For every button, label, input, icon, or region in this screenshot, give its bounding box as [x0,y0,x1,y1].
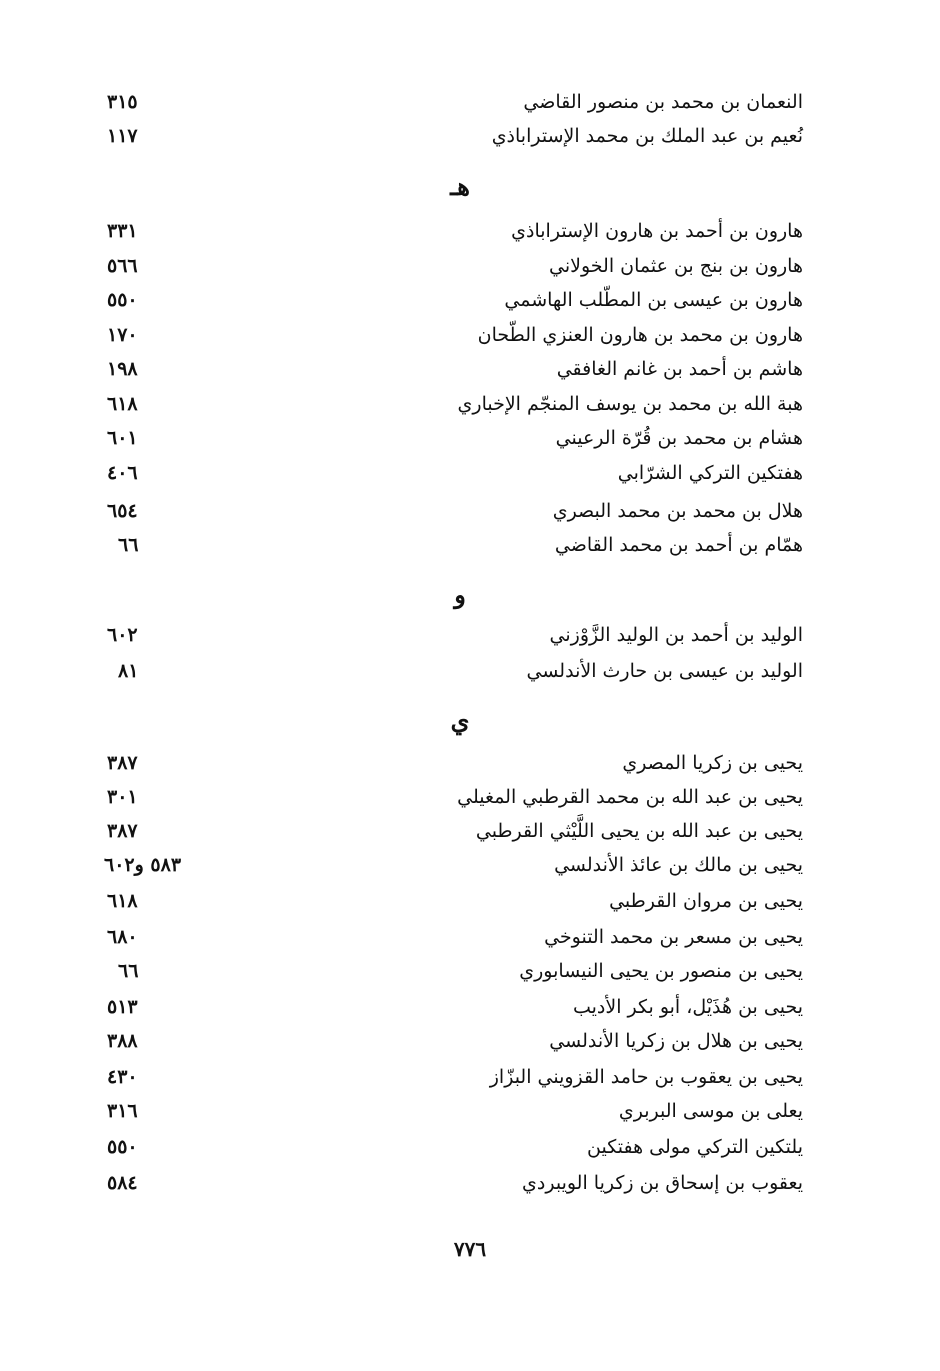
entry-pages: ٦٠٢ [107,624,138,646]
index-entry [0,528,940,562]
entry-name: همّام بن أحمد بن محمد القاضي [554,534,803,556]
entry-name: يحيى بن عبد الله بن يحيى اللَّيْثي القرطبي [475,820,803,842]
entry-pages: ٥٨٣ و٦٠٢ [104,854,182,876]
index-entry [0,249,940,283]
entry-pages: ٦١٨ [107,393,138,415]
entry-pages: ٤٠٦ [107,462,138,484]
entry-name: هارون بن أحمد بن هارون الإستراباذي [511,220,803,242]
entry-name: يحيى بن مالك بن عائذ الأندلسي [554,854,803,876]
entry-name: يلتكين التركي مولى هفتكين [587,1136,803,1158]
entry-pages: ٣١٥ [107,91,138,113]
index-entry [0,990,940,1024]
section-letter-heading: و [454,580,466,609]
index-entry [0,214,940,248]
entry-name: هارون بن عيسى بن المطّلب الهاشمي [504,289,803,311]
entry-name: الوليد بن عيسى بن حارث الأندلسي [526,660,803,682]
entry-pages: ٥٦٦ [107,255,138,277]
entry-pages: ١١٧ [107,125,138,147]
index-entry [0,456,940,490]
entry-name: نُعيم بن عبد الملك بن محمد الإستراباذي [491,125,803,147]
entry-name: يحيى بن مسعر بن محمد التنوخي [544,926,803,948]
index-entry [0,318,940,352]
entry-name: هاشم بن أحمد بن غانم الغافقي [556,358,803,380]
entry-pages: ٥٨٤ [107,1172,138,1194]
entry-pages: ٦٨٠ [107,926,138,948]
entry-name: هلال بن محمد بن محمد البصري [552,500,803,522]
entry-pages: ٦٠١ [107,427,138,449]
entry-name: يعقوب بن إسحاق بن زكريا الويبردي [522,1172,803,1194]
entry-pages: ٥٥٠ [107,289,138,311]
index-entry [0,814,940,848]
entry-pages: ٣٣١ [107,220,138,242]
entry-name: هارون بن محمد بن هارون العنزي الطّحان [477,324,803,346]
entry-pages: ٣٨٧ [107,820,138,842]
entry-pages: ٦٥٤ [107,500,138,522]
entry-pages: ٨١ [118,660,139,682]
entry-pages: ٦٦ [118,960,139,982]
entry-name: يحيى بن هُذَيْل، أبو بكر الأديب [572,996,803,1018]
index-entry [0,283,940,317]
entry-name: النعمان بن محمد بن منصور القاضي [523,91,803,113]
index-entry [0,954,940,988]
entry-name: هشام بن محمد بن قُرّة الرعيني [555,427,803,449]
index-entry [0,746,940,780]
entry-name: الوليد بن أحمد بن الوليد الزَّوْزني [549,624,803,646]
index-entry [0,119,940,153]
index-entry [0,780,940,814]
entry-name: يحيى بن هلال بن زكريا الأندلسي [549,1030,803,1052]
entry-name: هبة الله بن محمد بن يوسف المنجّم الإخباري [457,393,803,415]
entry-name: هفتكين التركي الشرّابي [617,462,803,484]
entry-name: يحيى بن يعقوب بن حامد القزويني البزّاز [489,1066,803,1088]
index-entry [0,85,940,119]
index-entry [0,920,940,954]
index-entry [0,1094,940,1128]
index-entry [0,421,940,455]
entry-pages: ٦٦ [118,534,139,556]
entry-pages: ٦١٨ [107,890,138,912]
entry-name: يعلى بن موسى البربري [618,1100,803,1122]
index-entry [0,1166,940,1200]
entry-name: يحيى بن منصور بن يحيى النيسابوري [519,960,803,982]
index-entry [0,884,940,918]
index-entry [0,494,940,528]
index-entry [0,387,940,421]
index-entry [0,1024,940,1058]
entry-pages: ٥١٣ [107,996,138,1018]
section-letter-heading: ي [450,706,470,735]
entry-pages: ١٧٠ [107,324,138,346]
entry-pages: ٣١٦ [107,1100,138,1122]
index-entry [0,654,940,688]
entry-pages: ١٩٨ [107,358,138,380]
entry-name: يحيى بن مروان القرطبي [609,890,803,912]
entry-pages: ٣٠١ [107,786,138,808]
index-entry [0,618,940,652]
index-entry [0,848,940,882]
section-letter-heading: هـ [450,172,470,201]
index-entry [0,352,940,386]
entry-pages: ٣٨٧ [107,752,138,774]
entry-pages: ٣٨٨ [107,1030,138,1052]
index-entry [0,1060,940,1094]
entry-name: يحيى بن زكريا المصري [622,752,803,774]
entry-pages: ٥٥٠ [107,1136,138,1158]
entry-name: هارون بن بنج بن عثمان الخولاني [548,255,803,277]
entry-pages: ٤٣٠ [107,1066,138,1088]
entry-name: يحيى بن عبد الله بن محمد القرطبي المغيلي [457,786,803,808]
page-number: ٧٧٦ [453,1237,487,1261]
index-entry [0,1130,940,1164]
